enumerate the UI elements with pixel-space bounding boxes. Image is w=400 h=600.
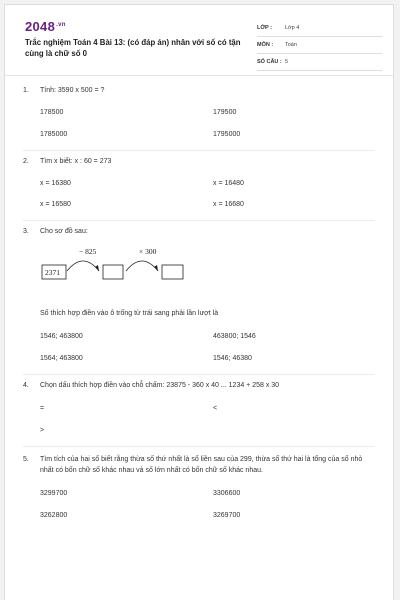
- answer-option[interactable]: 1546; 463800: [40, 333, 83, 340]
- question-number: 2.: [23, 158, 29, 165]
- logo-suffix: .vn: [56, 21, 66, 28]
- answer-option[interactable]: 1564; 463800: [40, 355, 83, 362]
- answer-option[interactable]: 1785000: [40, 131, 68, 138]
- header-divider: [5, 75, 393, 76]
- question-text: Chọn dấu thích hợp điền vào chỗ chấm: 23875 - 360 x 40 ... 1234 + 258 x 30: [40, 382, 280, 389]
- answer-option[interactable]: 463800; 1546: [213, 333, 256, 340]
- answer-option[interactable]: 179500: [213, 109, 237, 116]
- meta-value: Lớp 4: [285, 25, 300, 31]
- question-subtext: Số thích hợp điền vào ô trống từ trái sang phải lần lượt là: [40, 310, 219, 317]
- meta-value: Toán: [285, 42, 297, 48]
- question-4: [23, 382, 279, 389]
- answer-option[interactable]: x = 16580: [40, 201, 71, 208]
- diagram-op-multiply: × 300: [139, 247, 157, 256]
- answer-option[interactable]: 3299700: [40, 490, 68, 497]
- answer-option[interactable]: x = 16380: [40, 180, 71, 187]
- meta-label: MÔN :: [257, 42, 274, 48]
- question-divider: [23, 446, 375, 447]
- answer-option[interactable]: 3306600: [213, 490, 241, 497]
- page-title: Trắc nghiệm Toán 4 Bài 13: (có đáp án) nhân với số có tận cùng là chữ số 0: [25, 38, 241, 58]
- question-text: Tìm tích của hai số biết rằng thừa số thứ nhất là số liền sau của 299, thừa số thứ hai là tổng của số nhỏ nhất có bốn chữ số khác nhau và số lớn nhất có bốn chữ số khác nhau.: [40, 456, 363, 474]
- question-text: Cho sơ đồ sau:: [40, 228, 88, 235]
- meta-info: [257, 20, 382, 71]
- diagram-start-value: 2371: [45, 268, 60, 277]
- answer-option[interactable]: 3269700: [213, 512, 241, 519]
- logo-text: 2048: [25, 19, 56, 34]
- question-divider: [23, 374, 375, 375]
- meta-row-count: [257, 54, 382, 71]
- meta-value: 5: [285, 59, 289, 65]
- question-1: [23, 87, 104, 94]
- answer-option[interactable]: 1546; 46380: [213, 355, 252, 362]
- question-divider: [23, 150, 375, 151]
- diagram-op-subtract: − 825: [79, 247, 97, 256]
- site-logo[interactable]: [25, 19, 66, 34]
- question-text: Tìm x biết: x : 60 = 273: [40, 158, 112, 165]
- meta-row-class: [257, 20, 382, 37]
- meta-label: LỚP :: [257, 25, 272, 31]
- flow-diagram-graphic: [41, 243, 191, 285]
- question-2: [23, 158, 111, 165]
- question-number: 4.: [23, 382, 29, 389]
- answer-option[interactable]: 178500: [40, 109, 64, 116]
- answer-option[interactable]: =: [40, 405, 45, 412]
- meta-label: SỐ CÂU :: [257, 59, 282, 65]
- answer-option[interactable]: <: [213, 405, 218, 412]
- question-3: [23, 228, 88, 235]
- worksheet-page: [4, 4, 394, 600]
- answer-option[interactable]: >: [40, 427, 45, 434]
- answer-option[interactable]: 1795000: [213, 131, 241, 138]
- question-number: 5.: [23, 456, 29, 463]
- answer-option[interactable]: 3262800: [40, 512, 68, 519]
- answer-option[interactable]: x = 16680: [213, 201, 244, 208]
- meta-row-subject: [257, 37, 382, 54]
- question-5: [23, 454, 375, 476]
- question-number: 1.: [23, 87, 29, 94]
- question-text: Tính: 3590 x 500 = ?: [40, 87, 105, 94]
- answer-option[interactable]: x = 16480: [213, 180, 244, 187]
- question-number: 3.: [23, 228, 29, 235]
- question-divider: [23, 220, 375, 221]
- flow-diagram: [41, 243, 191, 290]
